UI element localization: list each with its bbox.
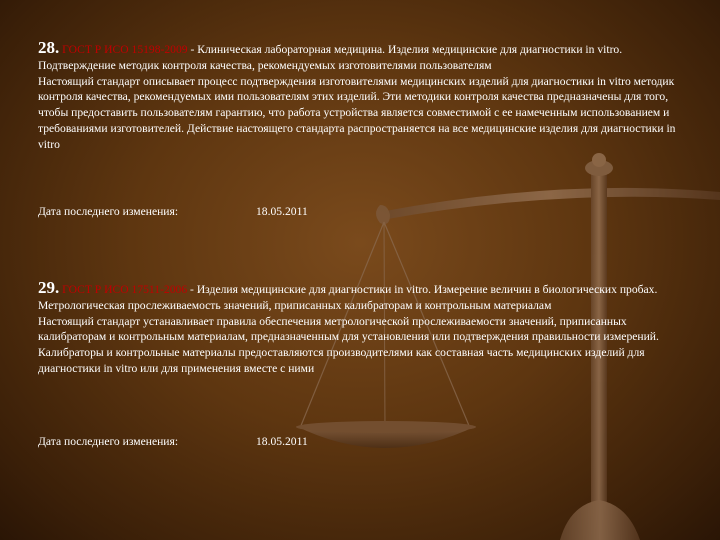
- date-label: Дата последнего изменения:: [38, 435, 179, 448]
- standard-description: Настоящий стандарт устанавливает правила обеспечения метрологической прослеживаемости значений, приписанных калибраторам и контрольным материалам, предназначенным для установления или подтверждения правильности измерений. Калибраторы и контрольные материалы предоставляются производителями как составная часть медицинских изделий для диагностики in vitro или для применения вместе с ними: [38, 314, 659, 375]
- entry-number: 29.: [38, 278, 60, 297]
- entry-number: 28.: [38, 38, 60, 57]
- standard-entry: [38, 278, 688, 448]
- standard-description: Настоящий стандарт описывает процесс подтверждения изготовителями медицинских изделий для диагностики in vitro методик контроля качества, рекомендуемых ими пользователям этих изделий. Эти методики контроля качества предназначены для того, чтобы предоставить пользователям гарантию, что работа устройства является совместимой с ее намеченным использованием и требованиями изготовителей. Действие настоящего стандарта распространяется на все медицинские изделия для диагностики in vitro: [38, 74, 676, 151]
- date-label: Дата последнего изменения:: [38, 205, 179, 218]
- standard-code: ГОСТ Р ИСО 17511-2006: [62, 283, 188, 296]
- standard-entry: [38, 38, 688, 218]
- standard-title: Клиническая лабораторная медицина. Изделия медицинские для диагностики in vitro. Подтверждение методик контроля качества, рекомендуемых изготовителями пользователям: [38, 43, 623, 72]
- dash-separator: -: [190, 43, 195, 56]
- dash-separator: -: [190, 283, 194, 296]
- date-value: 18.05.2011: [256, 205, 308, 218]
- standard-title: Изделия медицинские для диагностики in vitro. Измерение величин в биологических пробах. Метрологическая прослеживаемость значений, приписанных калибраторам и контрольным материалам: [38, 283, 658, 312]
- entry-heading: [38, 40, 688, 74]
- date-value: 18.05.2011: [256, 435, 308, 448]
- standard-code: ГОСТ Р ИСО 15198-2009: [62, 43, 188, 56]
- entry-heading: [38, 280, 688, 314]
